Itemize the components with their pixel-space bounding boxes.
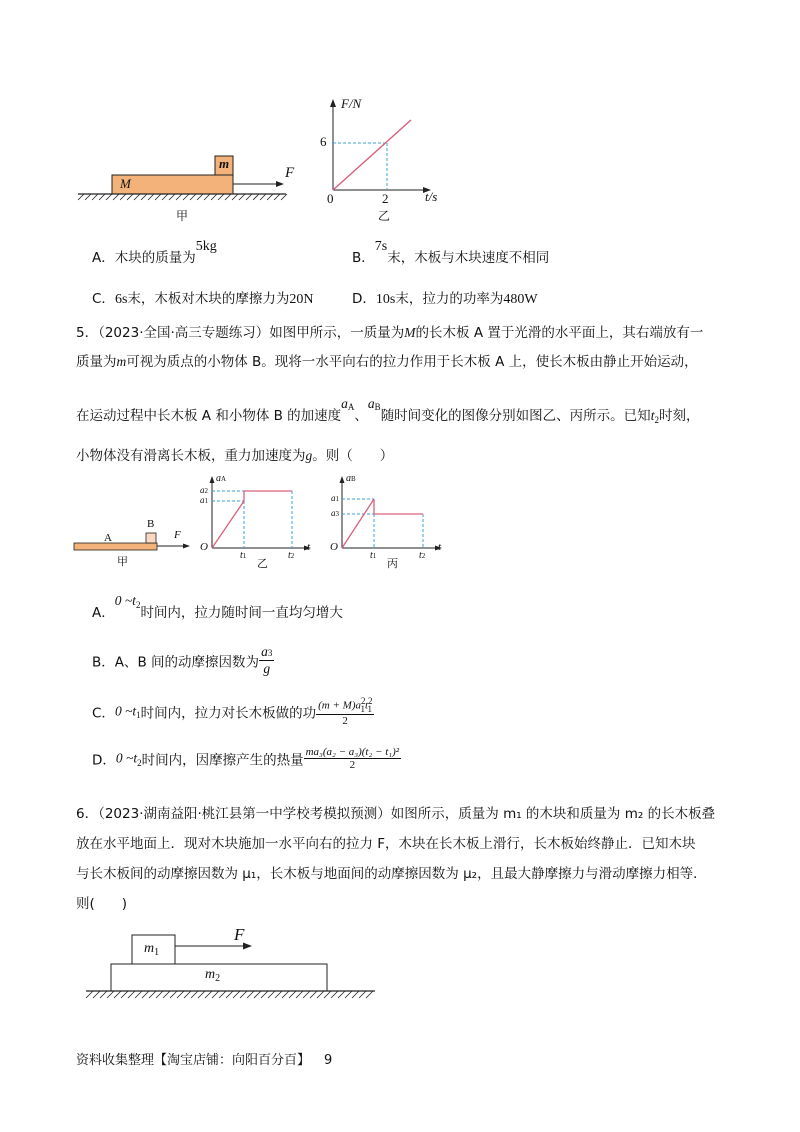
hatch-mark [240,991,247,998]
q5-option-b[interactable]: B．A、B 间的动摩擦因数为 $\frac{a3}{g}$ [92,644,273,676]
q5-option-b-fraction: $\frac{a3}{g}$ [261,644,273,676]
hatch-mark [275,991,282,998]
hatch-mark [78,194,84,200]
q6-ground-hatch [86,991,373,998]
q5-bing-a3: a3 [331,508,339,518]
q5-bing-a1: a1 [331,493,339,503]
hatch-mark [345,991,352,998]
q5-yi-x-label: t [307,541,311,553]
q5-yi-a1: a1 [200,495,208,505]
hatch-mark [177,991,184,998]
q5-caption-yi: 乙 [257,557,268,570]
hatch-mark [366,991,373,998]
hatch-mark [142,991,149,998]
hatch-mark [324,991,331,998]
hatch-mark [254,991,261,998]
q4-caption-jia: 甲 [176,209,189,223]
q4-ground-hatch [78,194,287,200]
q5-stem-line1: 5．（2023·全国·高三专题练习）如图甲所示，一质量为M的长木板 A 置于光滑的水平面上，其右端放有一 [76,325,704,341]
hatch-mark [218,194,224,200]
q4-label-m: m [219,156,230,171]
q5-bing-t2: t2 [419,550,426,561]
hatch-mark [155,194,161,200]
q4-option-a[interactable]: A．木块的质量为5kg [92,239,217,266]
hatch-mark [106,194,112,200]
hatch-mark [183,194,189,200]
q4-label-F: F [285,165,295,181]
q4-caption-yi: 乙 [378,209,391,223]
page-footer [76,1049,332,1068]
q6-stem-line3: 与长木板间的动摩擦因数为 μ₁，长木板与地面间的动摩擦因数为 μ₂，且最大静摩擦力与滑动摩擦力相等． [76,866,707,882]
hatch-mark [163,991,170,998]
q5-label-B: B [147,518,155,530]
q5-bing-origin: O [330,541,338,553]
hatch-mark [120,194,126,200]
hatch-mark [169,194,175,200]
q4-option-b[interactable]: B．7s末，木板与木块速度不相同 [352,239,550,266]
q5-bing-y-arrow [340,476,345,483]
q5-stem-line2: 质量为m可视为质点的小物体 B。现将一水平向右的拉力作用于长木板 A 上，使长木板由静止开始运动， [76,354,698,370]
hatch-mark [331,991,338,998]
q6-label-F: F [234,925,245,944]
hatch-mark [211,194,217,200]
hatch-mark [338,991,345,998]
q6-stem-line2: 放在水平地面上．现对木块施加一水平向右的拉力 F，木块在长木板上滑行，长木板始终静止．已知木块 [76,836,696,852]
hatch-mark [127,194,133,200]
hatch-mark [197,194,203,200]
hatch-mark [219,991,226,998]
q5-yi-a2: a2 [200,485,208,495]
q5-option-a[interactable]: A．0 $\sim t^2$时间内，拉力随时间一直均匀增大 [92,593,343,621]
hatch-mark [226,991,233,998]
hatch-mark [162,194,168,200]
hatch-mark [170,991,177,998]
hatch-mark [121,991,128,998]
hatch-mark [233,991,240,998]
hatch-mark [204,194,210,200]
hatch-mark [303,991,310,998]
hatch-mark [246,194,252,200]
q5-arrow-head [183,544,190,549]
q5-stem-line4: 小物体没有滑离长木板，重力加速度为g。则（ ） [76,448,394,464]
hatch-mark [134,194,140,200]
q5-label-A: A [104,532,112,544]
hatch-mark [128,991,135,998]
hatch-mark [296,991,303,998]
hatch-mark [93,991,100,998]
q5-yi-y-label: aA [216,473,227,484]
hatch-mark [113,194,119,200]
hatch-mark [247,991,254,998]
q5-yi-y-arrow [210,476,215,483]
hatch-mark [135,991,142,998]
hatch-mark [274,194,280,200]
hatch-mark [267,194,273,200]
q4-yi-line [333,120,411,190]
q5-option-d[interactable]: D．0 $\sim t_2$时间内，因摩擦产生的热量 $\frac{\text{ma₃(a₂ − a₃)(t₂ − t₁)²}}{2}$ [92,746,400,771]
q5-yi-t2: t2 [288,550,295,561]
q5-stem-line3: 在运动过程中长木板 A 和小物体 B 的加速度$a^A$、$a^B$随时间变化的图像分别如图乙、丙所示。已知$t_2$时刻， [76,396,700,425]
hatch-mark [359,991,366,998]
hatch-mark [212,991,219,998]
q5-label-F: F [174,529,181,541]
hatch-mark [191,991,198,998]
q5-bing-y-label: aB [346,473,356,484]
q5-bing-x-label: t [438,541,442,553]
q6-stem-line1: 6．（2023·湖南益阳·桃江县第一中学校考模拟预测）如图所示，质量为 m₁ 的木块和质量为 m₂ 的长木板叠 [76,806,716,822]
q5-yi-t1: t1 [240,550,247,561]
hatch-mark [289,991,296,998]
hatch-mark [225,194,231,200]
q5-yi-ramp [212,501,244,548]
q4-option-d[interactable]: D．10s末，拉力的功率为480W [352,291,538,307]
q5-bing-ramp [342,499,374,548]
hatch-mark [85,194,91,200]
hatch-mark [190,194,196,200]
hatch-mark [156,991,163,998]
q5-block-B [146,533,156,543]
hatch-mark [198,991,205,998]
hatch-mark [282,991,289,998]
q6-label-m2: $m_2$ [205,967,221,984]
q5-board-A [74,543,157,550]
hatch-mark [253,194,259,200]
q5-option-d-fraction: $\frac{\text{ma₃(a₂ − a₃)(t₂ − t₁)²}}{2}$ [305,746,400,771]
hatch-mark [184,991,191,998]
hatch-mark [232,194,238,200]
q5-yi-origin: O [200,541,208,553]
hatch-mark [205,991,212,998]
footer-text: 资料收集整理【淘宝店铺：向阳百分百】 [76,1053,311,1068]
q4-yi-tick-2: 2 [382,191,389,206]
q4-yi-y-label: F/N [341,96,362,111]
hatch-mark [317,991,324,998]
q4-yi-tick-6: 6 [320,134,327,149]
hatch-mark [86,991,93,998]
q6-label-m1: $m_1$ [144,941,160,958]
hatch-mark [92,194,98,200]
q4-arrow-head [276,181,284,187]
q4-option-c[interactable]: C．6s末，木板对木块的摩擦力为20N [92,291,314,307]
q5-bing-t1: t1 [370,550,377,561]
hatch-mark [99,194,105,200]
hatch-mark [268,991,275,998]
hatch-mark [148,194,154,200]
q6-stem-line4: 则( ) [76,896,128,912]
page-number: 9 [324,1053,333,1068]
hatch-mark [261,991,268,998]
q5-option-c-fraction: $\frac{(m + M)a^2_1t^2_1}{2}$ [318,696,373,727]
q4-yi-origin: 0 [327,191,334,206]
q4-yi-x-label: t/s [425,189,438,204]
hatch-mark [149,991,156,998]
q5-caption-jia: 甲 [117,555,128,568]
hatch-mark [239,194,245,200]
hatch-mark [352,991,359,998]
hatch-mark [176,194,182,200]
hatch-mark [310,991,317,998]
q4-label-M: M [120,176,131,191]
hatch-mark [260,194,266,200]
hatch-mark [141,194,147,200]
hatch-mark [281,194,287,200]
hatch-mark [100,991,107,998]
q5-caption-bing: 丙 [387,557,398,570]
q5-option-c[interactable]: C．0 $\sim t_1$时间内，拉力对长木板做的功 $\frac{(m + M)a^2_1t^2_1}{2}$ [92,696,373,727]
hatch-mark [107,991,114,998]
q4-yi-y-arrow [330,99,336,107]
hatch-mark [114,991,121,998]
